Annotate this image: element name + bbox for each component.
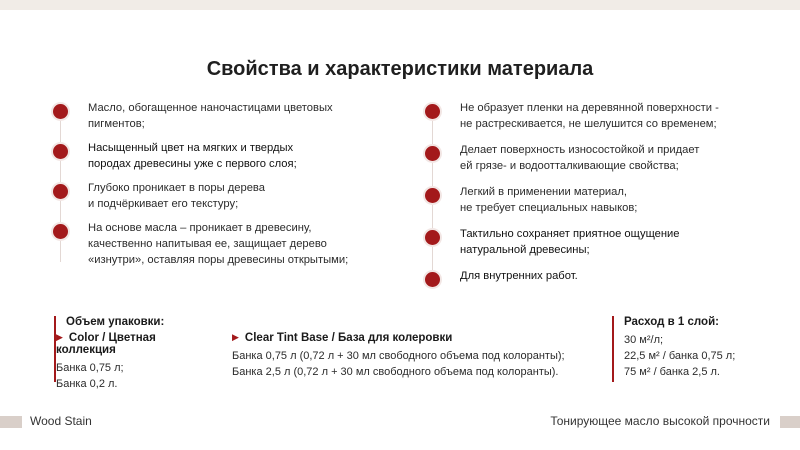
- list-item-text: Легкий в применении материал, не требует специальных навыков;: [460, 186, 638, 214]
- bullet-dot-icon: [53, 144, 68, 159]
- bullet-dot-icon: [53, 184, 68, 199]
- list-item: [52, 140, 392, 172]
- packaging-heading: Объем упаковки:: [66, 316, 165, 328]
- triangle-right-icon: ▶: [232, 332, 239, 342]
- bullet-dot-icon: [425, 104, 440, 119]
- list-item: [52, 220, 392, 268]
- bullet-dot-icon: [53, 104, 68, 119]
- consumption-line: 22,5 м² / банка 0,75 л;: [624, 350, 736, 362]
- tint-can-line: Банка 2,5 л (0,72 л + 30 мл свободного объема под колоранты).: [232, 366, 559, 378]
- bullet-dot-icon: [425, 272, 440, 287]
- list-item-text: На основе масла – проникает в древесину, качественно напитывая ее, защищает дерево «изнутри», оставляя поры древесины открытыми;: [88, 222, 349, 266]
- color-can-line: Банка 0,75 л;: [56, 362, 124, 374]
- triangle-right-icon: ▶: [56, 332, 63, 342]
- footer-product-name: Wood Stain: [30, 414, 92, 428]
- consumption-section: [612, 316, 735, 382]
- footer-product-tagline: Тонирующее масло высокой прочности: [550, 414, 770, 428]
- list-item: [424, 226, 764, 258]
- list-item-text: Для внутренних работ.: [460, 270, 578, 282]
- bullet-dot-icon: [425, 188, 440, 203]
- list-item: [424, 268, 764, 284]
- list-item: [424, 100, 764, 132]
- packaging-section: [54, 316, 565, 390]
- top-band: [0, 0, 800, 10]
- color-collection-block: [56, 332, 164, 392]
- list-item: [424, 142, 764, 174]
- page-title: Свойства и характеристики материала: [206, 58, 594, 80]
- color-collection-label: [56, 332, 164, 356]
- bullet-dot-icon: [425, 146, 440, 161]
- color-can-line: Банка 0,2 л.: [56, 378, 118, 390]
- list-item: [52, 100, 392, 132]
- consumption-line: 30 м²/л;: [624, 334, 664, 346]
- tint-can-line: Банка 0,75 л (0,72 л + 30 мл свободного объема под колоранты);: [232, 350, 565, 362]
- list-item-text: Глубоко проникает в поры дерева и подчёркивает его текстуру;: [88, 182, 265, 210]
- tint-base-label: [232, 332, 565, 344]
- consumption-line: 75 м² / банка 2,5 л.: [624, 366, 720, 378]
- list-item-text: Масло, обогащенное наночастицами цветовых пигментов;: [88, 102, 333, 130]
- tint-base-block: [232, 332, 565, 380]
- footer-left-bar: [0, 416, 22, 428]
- right-properties-list: [424, 100, 764, 284]
- list-item-text: Насыщенный цвет на мягких и твердых породах древесины уже с первого слоя;: [88, 142, 297, 170]
- list-item-text: Тактильно сохраняет приятное ощущение натуральной древесины;: [460, 228, 680, 256]
- list-item: [52, 180, 392, 212]
- color-collection-label-text: Color / Цветная коллекция: [56, 332, 156, 356]
- list-item-text: Не образует пленки на деревянной поверхности - не растрескивается, не шелушится со временем;: [460, 102, 719, 130]
- footer-right-bar: [780, 416, 800, 428]
- bullet-dot-icon: [53, 224, 68, 239]
- bullet-dot-icon: [425, 230, 440, 245]
- list-item: [424, 184, 764, 216]
- tint-base-label-text: Clear Tint Base / База для колеровки: [244, 332, 453, 344]
- left-properties-list: [52, 100, 392, 268]
- consumption-heading: Расход в 1 слой:: [624, 316, 719, 328]
- list-item-text: Делает поверхность износостойкой и придает ей грязе- и водоотталкивающие свойства;: [460, 144, 700, 172]
